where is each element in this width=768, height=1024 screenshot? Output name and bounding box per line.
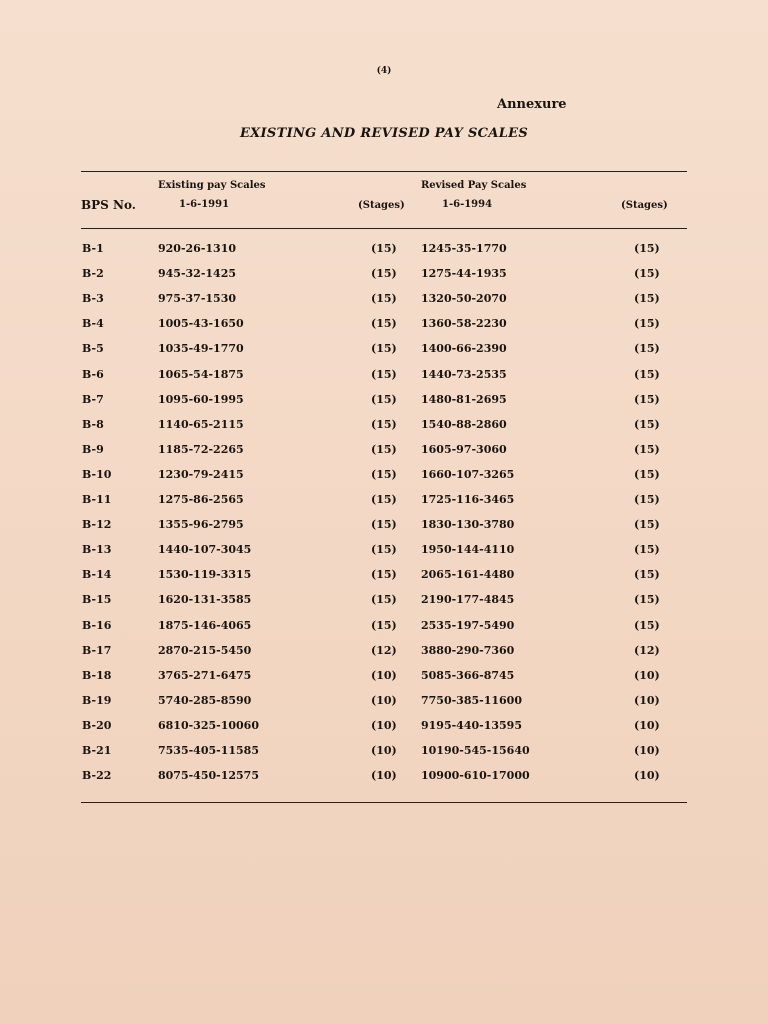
existing-scale-cell: 6810-325-10060 [158,718,259,732]
revised-stages-cell: (15) [634,593,660,607]
existing-scale-cell: 7535-405-11585 [158,744,259,757]
revised-stages-cell: (15) [634,292,660,306]
revised-date-header: 1-6-1994 [442,199,493,210]
revised-scale-cell: 1480-81-2695 [421,392,507,406]
bps-cell: B-8 [82,417,104,431]
existing-stages-cell: (10) [371,718,397,732]
revised-scale-cell: 1245-35-1770 [421,242,507,255]
revised-scale-cell: 1275-44-1935 [421,267,507,281]
table-row [0,644,768,662]
revised-scale-cell: 9195-440-13595 [421,718,522,732]
existing-stages-cell: (10) [371,769,397,783]
bps-cell: B-19 [82,693,112,707]
bps-cell: B-22 [82,769,112,783]
bps-cell: B-5 [82,342,104,356]
bps-cell: B-7 [82,392,104,406]
bps-cell: B-2 [82,267,104,281]
bps-cell: B-4 [82,317,104,331]
revised-scale-cell: 1360-58-2230 [421,317,507,331]
existing-stages-cell: (15) [371,568,397,582]
revised-scale-cell: 1320-50-2070 [421,292,507,306]
revised-scale-cell: 10190-545-15640 [421,744,530,757]
table-row [0,292,768,310]
revised-stages-cell: (15) [634,242,660,255]
existing-scale-cell: 1185-72-2265 [158,442,244,456]
table-bottom-rule [81,802,687,803]
revised-stages-cell: (10) [634,769,660,783]
existing-stages-cell: (15) [371,367,397,381]
existing-pay-scales-header: Existing pay Scales [158,180,266,191]
table-row [0,443,768,461]
existing-scale-cell: 1005-43-1650 [158,317,244,331]
revised-scale-cell: 10900-610-17000 [421,769,530,783]
revised-scale-cell: 1725-116-3465 [421,493,515,506]
revised-stages-cell: (15) [634,518,660,532]
table-row [0,267,768,285]
existing-scale-cell: 1095-60-1995 [158,392,244,406]
table-row [0,744,768,762]
header-bottom-rule [81,228,687,229]
bps-cell: B-1 [82,242,104,255]
bps-cell: B-10 [82,467,112,481]
existing-stages-cell: (15) [371,442,397,456]
table-row [0,669,768,687]
table-row [0,518,768,536]
existing-scale-cell: 8075-450-12575 [158,769,259,783]
bps-cell: B-12 [82,518,112,532]
revised-scale-cell: 1605-97-3060 [421,442,507,456]
revised-scale-cell: 5085-366-8745 [421,668,515,682]
revised-stages-cell: (12) [634,643,660,657]
table-row [0,719,768,737]
revised-stages-cell: (15) [634,618,660,632]
revised-stages-cell: (15) [634,342,660,356]
existing-scale-cell: 1035-49-1770 [158,342,244,356]
existing-scale-cell: 1275-86-2565 [158,493,244,506]
existing-stages-cell: (15) [371,493,397,506]
existing-stages-cell: (15) [371,292,397,306]
revised-stages-cell: (10) [634,718,660,732]
existing-scale-cell: 920-26-1310 [158,242,237,255]
existing-scale-cell: 1440-107-3045 [158,543,252,557]
table-row [0,242,768,260]
revised-scale-cell: 1830-130-3780 [421,518,515,532]
table-row [0,694,768,712]
revised-scale-cell: 1660-107-3265 [421,467,515,481]
revised-scale-cell: 2065-161-4480 [421,568,515,582]
bps-cell: B-18 [82,668,112,682]
revised-stages-cell: (15) [634,392,660,406]
table-row [0,543,768,561]
table-row [0,568,768,586]
annexure-label: Annexure [497,97,567,112]
existing-stages-header: (Stages) [358,200,405,211]
revised-scale-cell: 2190-177-4845 [421,593,515,607]
revised-scale-cell: 1440-73-2535 [421,367,507,381]
revised-stages-cell: (10) [634,693,660,707]
existing-stages-cell: (15) [371,342,397,356]
existing-scale-cell: 5740-285-8590 [158,693,252,707]
existing-stages-cell: (15) [371,267,397,281]
revised-stages-header: (Stages) [621,200,668,211]
table-row [0,418,768,436]
table-row [0,368,768,386]
revised-stages-cell: (15) [634,417,660,431]
existing-stages-cell: (10) [371,693,397,707]
revised-scale-cell: 2535-197-5490 [421,618,515,632]
existing-scale-cell: 1355-96-2795 [158,518,244,532]
table-row [0,317,768,335]
existing-scale-cell: 1620-131-3585 [158,593,252,607]
revised-scale-cell: 3880-290-7360 [421,643,515,657]
revised-pay-scales-header: Revised Pay Scales [421,180,527,191]
table-row [0,619,768,637]
table-row [0,342,768,360]
revised-stages-cell: (15) [634,493,660,506]
bps-cell: B-6 [82,367,104,381]
existing-stages-cell: (15) [371,392,397,406]
revised-stages-cell: (15) [634,442,660,456]
revised-scale-cell: 1950-144-4110 [421,543,515,557]
existing-scale-cell: 1875-146-4065 [158,618,252,632]
bps-cell: B-9 [82,442,104,456]
existing-stages-cell: (15) [371,467,397,481]
revised-stages-cell: (15) [634,543,660,557]
bps-cell: B-16 [82,618,112,632]
existing-stages-cell: (15) [371,417,397,431]
existing-stages-cell: (10) [371,668,397,682]
document-title: EXISTING AND REVISED PAY SCALES [239,126,529,141]
revised-scale-cell: 1400-66-2390 [421,342,507,356]
existing-stages-cell: (15) [371,618,397,632]
existing-scale-cell: 975-37-1530 [158,292,237,306]
existing-scale-cell: 1065-54-1875 [158,367,244,381]
table-row [0,493,768,511]
existing-stages-cell: (15) [371,317,397,331]
existing-stages-cell: (15) [371,518,397,532]
revised-stages-cell: (10) [634,668,660,682]
table-top-rule [81,171,687,172]
bps-cell: B-3 [82,292,104,306]
table-row [0,393,768,411]
bps-cell: B-21 [82,744,112,757]
bps-cell: B-15 [82,593,112,607]
revised-scale-cell: 7750-385-11600 [421,693,522,707]
table-row [0,468,768,486]
revised-stages-cell: (15) [634,568,660,582]
existing-scale-cell: 1230-79-2415 [158,467,244,481]
table-row [0,593,768,611]
revised-stages-cell: (15) [634,317,660,331]
page-number: (4) [376,66,392,76]
existing-date-header: 1-6-1991 [179,199,230,210]
revised-stages-cell: (10) [634,744,660,757]
revised-stages-cell: (15) [634,267,660,281]
existing-stages-cell: (15) [371,242,397,255]
revised-stages-cell: (15) [634,467,660,481]
bps-no-header: BPS No. [81,198,136,212]
existing-stages-cell: (15) [371,593,397,607]
existing-stages-cell: (10) [371,744,397,757]
bps-cell: B-11 [82,493,112,506]
revised-scale-cell: 1540-88-2860 [421,417,507,431]
bps-cell: B-17 [82,643,112,657]
existing-scale-cell: 1140-65-2115 [158,417,244,431]
existing-scale-cell: 945-32-1425 [158,267,237,281]
table-row [0,769,768,787]
revised-stages-cell: (15) [634,367,660,381]
existing-scale-cell: 1530-119-3315 [158,568,252,582]
bps-cell: B-14 [82,568,112,582]
bps-cell: B-13 [82,543,112,557]
existing-stages-cell: (12) [371,643,397,657]
existing-scale-cell: 2870-215-5450 [158,643,252,657]
existing-stages-cell: (15) [371,543,397,557]
bps-cell: B-20 [82,718,112,732]
existing-scale-cell: 3765-271-6475 [158,668,252,682]
